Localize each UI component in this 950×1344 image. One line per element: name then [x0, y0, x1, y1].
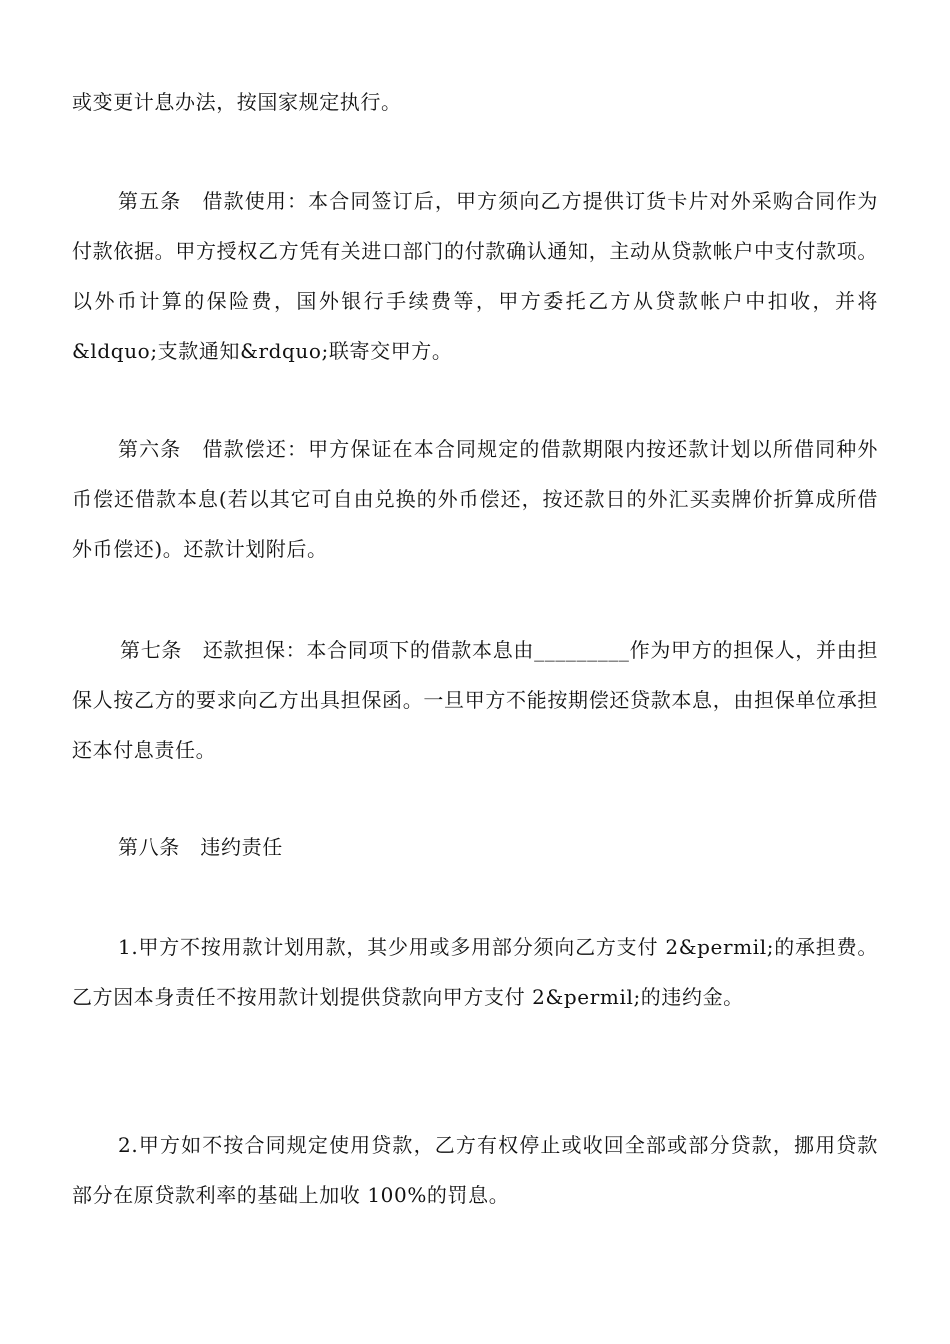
paragraph-article-8-item-2: 2.甲方如不按合同规定使用贷款，乙方有权停止或收回全部或部分贷款，挪用贷款部分在原贷款利率的基础上加收 100%的罚息。	[72, 1133, 878, 1207]
paragraph-article-7: 第七条 还款担保：本合同项下的借款本息由_________作为甲方的担保人，并由担保人按乙方的要求向乙方出具担保函。一旦甲方不能按期偿还贷款本息，由担保单位承担还本付息责任。	[72, 638, 878, 762]
paragraph-article-8-heading: 第八条 违约责任	[118, 835, 283, 859]
paragraph-article-5: 第五条 借款使用：本合同签订后，甲方须向乙方提供订货卡片对外采购合同作为付款依据。甲方授权乙方凭有关进口部门的付款确认通知，主动从贷款帐户中支付款项。以外币计算的保险费，国外银行手续费等，甲方委托乙方从贷款帐户中扣收，并将&ldquo;支款通知&rdquo;联寄交甲方。	[72, 189, 878, 363]
paragraph-continuation: 或变更计息办法，按国家规定执行。	[72, 90, 402, 114]
paragraph-article-8-item-1: 1.甲方不按用款计划用款，其少用或多用部分须向乙方支付 2&permil;的承担费。乙方因本身责任不按用款计划提供贷款向甲方支付 2&permil;的违约金。	[72, 935, 878, 1009]
paragraph-article-6: 第六条 借款偿还：甲方保证在本合同规定的借款期限内按还款计划以所借同种外币偿还借款本息(若以其它可自由兑换的外币偿还，按还款日的外汇买卖牌价折算成所借外币偿还)。还款计划附后。	[72, 437, 878, 561]
